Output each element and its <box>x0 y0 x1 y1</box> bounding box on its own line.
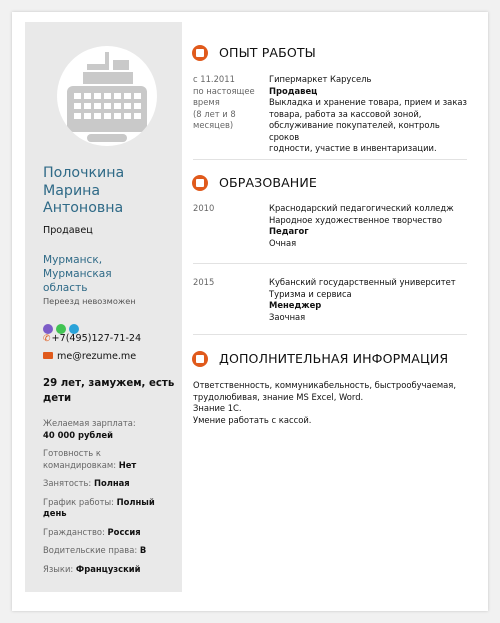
additional-title: ДОПОЛНИТЕЛЬНАЯ ИНФОРМАЦИЯ <box>219 351 449 366</box>
company: Гипермаркет Карусель <box>269 74 372 84</box>
personal-info: 29 лет, замужем, есть дети <box>43 378 175 404</box>
email-link[interactable]: me@rezume.me <box>57 351 137 362</box>
additional-text: Ответственность, коммуникабельность, быстрообучаемая, трудолюбивая, знание MS Excel, Word. Знание 1С. Умение работать с кассой. <box>193 380 456 425</box>
detail-business-trips: Готовность к командировкам: Нет <box>43 448 137 470</box>
relocation-status: Переезд невозможен <box>43 296 136 306</box>
briefcase-icon <box>192 45 208 61</box>
email-row <box>43 351 136 362</box>
education-year-2: 2015 <box>193 277 215 287</box>
education-entry-1: Краснодарский педагогический колледж Народное художественное творчество Педагог Очная <box>269 203 454 248</box>
detail-citizenship: Гражданство: Россия <box>43 526 141 537</box>
detail-schedule: График работы: Полный день <box>43 496 155 518</box>
messenger-icons <box>43 319 82 329</box>
education-title: ОБРАЗОВАНИЕ <box>219 175 317 190</box>
info-icon <box>192 351 208 367</box>
details-list <box>43 418 181 582</box>
role: Продавец <box>269 85 318 96</box>
placeholder-avatar-icon <box>57 46 157 146</box>
divider <box>193 263 467 264</box>
detail-languages: Языки: Французский <box>43 563 141 574</box>
candidate-name: Полочкина Марина Антоновна <box>43 165 125 216</box>
phone-row <box>43 333 141 344</box>
city: Мурманск, Мурманская область <box>43 254 112 294</box>
divider <box>193 334 467 335</box>
education-entry-2: Кубанский государственный университет Туризма и сервиса Менеджер Заочная <box>269 277 456 322</box>
divider <box>193 159 467 160</box>
phone-icon: ✆ <box>43 334 51 344</box>
phone-number[interactable]: +7(495)127-71-24 <box>51 333 142 344</box>
experience-date: с 11.2011 по настоящее время (8 лет и 8 месяцев) <box>193 74 255 130</box>
detail-salary: Желаемая зарплата: 40 000 рублей <box>43 418 136 440</box>
sidebar <box>25 22 182 592</box>
experience-body: Гипермаркет Карусель Продавец Выкладка и хранение товара, прием и заказ товара, работа за кассовой зоной, обслуживание покупателей, контроль сроков годности, участие в инвентаризации. <box>269 74 467 153</box>
experience-title: ОПЫТ РАБОТЫ <box>219 45 316 60</box>
education-year-1: 2010 <box>193 203 215 213</box>
book-icon <box>192 175 208 191</box>
detail-driving-license: Водительские права: B <box>43 545 147 555</box>
desired-position: Продавец <box>43 225 93 236</box>
detail-employment: Занятость: Полная <box>43 478 130 488</box>
envelope-icon <box>43 352 53 359</box>
